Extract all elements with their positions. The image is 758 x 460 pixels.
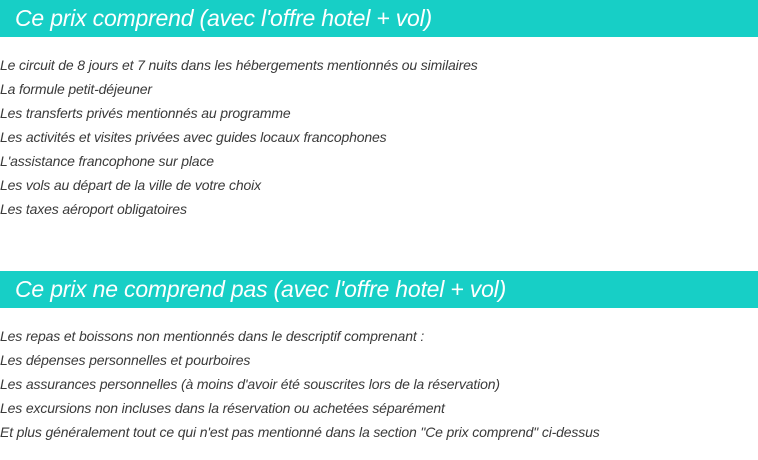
excluded-section-header: Ce prix ne comprend pas (avec l'offre hotel + vol)	[0, 271, 758, 308]
list-item: Les dépenses personnelles et pourboires	[0, 352, 251, 368]
list-item: Les vols au départ de la ville de votre choix	[0, 177, 261, 193]
list-item: Les excursions non incluses dans la réservation ou achetées séparément	[0, 400, 445, 416]
included-items-list	[0, 53, 478, 221]
list-item: Les repas et boissons non mentionnés dans le descriptif comprenant :	[0, 328, 425, 344]
excluded-items-list	[0, 324, 600, 444]
list-item: Les activités et visites privées avec guides locaux francophones	[0, 129, 387, 145]
list-item: Les transferts privés mentionnés au programme	[0, 105, 291, 121]
list-item: Et plus généralement tout ce qui n'est pas mentionné dans la section "Ce prix comprend" ci-dessus	[0, 424, 600, 440]
list-item: Le circuit de 8 jours et 7 nuits dans les hébergements mentionnés ou similaires	[0, 57, 478, 73]
included-section-header: Ce prix comprend (avec l'offre hotel + vol)	[0, 0, 758, 37]
list-item: Les taxes aéroport obligatoires	[0, 201, 187, 217]
list-item: Les assurances personnelles (à moins d'avoir été souscrites lors de la réservation)	[0, 376, 500, 392]
list-item: L'assistance francophone sur place	[0, 153, 214, 169]
list-item: La formule petit-déjeuner	[0, 81, 152, 97]
